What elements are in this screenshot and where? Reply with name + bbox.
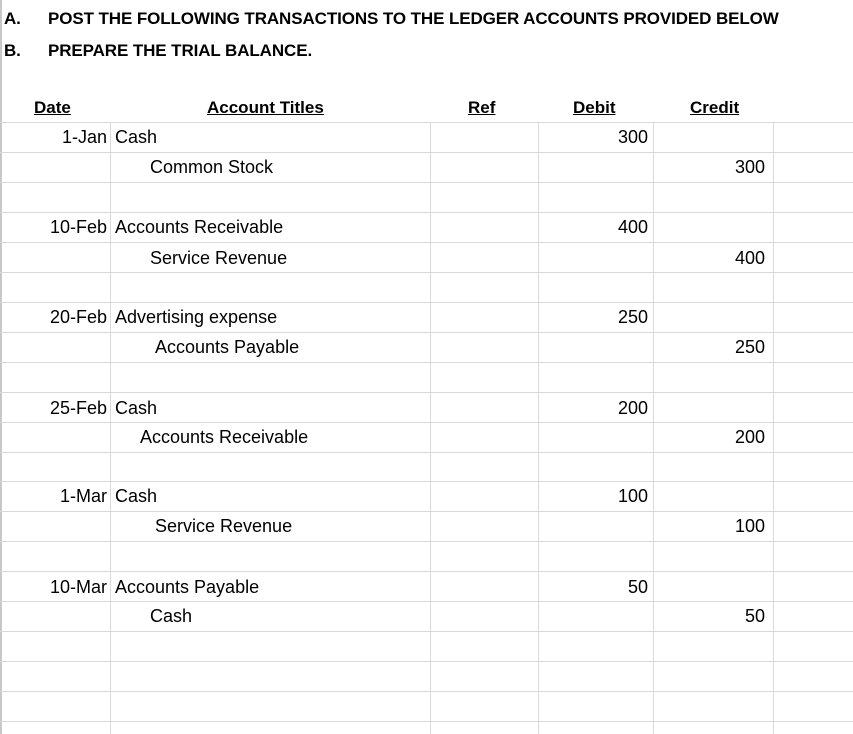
header-credit: Credit	[690, 98, 740, 117]
entry-date: 10-Mar	[49, 577, 107, 597]
entry-credit-account: Accounts Receivable	[140, 427, 309, 447]
grid-line	[0, 152, 853, 153]
grid-line	[0, 182, 853, 183]
grid-line	[0, 601, 853, 602]
entry-debit-amount: 100	[617, 486, 648, 506]
grid-line	[0, 392, 853, 393]
header-account-titles: Account Titles	[207, 98, 324, 117]
entry-date: 1-Mar	[59, 486, 107, 506]
entry-debit-account: Cash	[115, 398, 158, 418]
entry-credit-account: Cash	[150, 606, 193, 626]
entry-debit-amount: 400	[617, 217, 648, 237]
entry-date: 20-Feb	[49, 307, 107, 327]
entry-credit-account: Service Revenue	[150, 248, 288, 268]
entry-debit-amount: 250	[617, 307, 648, 327]
entry-debit-amount: 300	[617, 127, 648, 147]
header-date: Date	[34, 98, 71, 117]
grid-line	[0, 122, 853, 123]
grid-line	[0, 721, 853, 722]
grid-line	[0, 362, 853, 363]
entry-credit-amount: 200	[734, 427, 765, 447]
entry-credit-account: Common Stock	[150, 157, 274, 177]
grid-line	[0, 212, 853, 213]
grid-line	[0, 302, 853, 303]
grid-line	[430, 122, 431, 734]
entry-debit-account: Cash	[115, 486, 158, 506]
instruction-a-text: POST THE FOLLOWING TRANSACTIONS TO THE LEDGER ACCOUNTS PROVIDED BELOW	[48, 9, 779, 28]
entry-credit-account: Accounts Payable	[155, 337, 300, 357]
grid-line	[0, 481, 853, 482]
grid-line	[0, 541, 853, 542]
entry-debit-account: Cash	[115, 127, 158, 147]
grid-line	[653, 122, 654, 734]
header-ref: Ref	[468, 98, 496, 117]
grid-line	[0, 452, 853, 453]
entry-credit-amount: 400	[734, 248, 765, 268]
entry-debit-account: Advertising expense	[115, 307, 278, 327]
grid-line	[0, 272, 853, 273]
grid-line	[773, 122, 774, 734]
entry-credit-account: Service Revenue	[155, 516, 293, 536]
entry-credit-amount: 250	[734, 337, 765, 357]
entry-credit-amount: 300	[734, 157, 765, 177]
grid-line	[538, 122, 539, 734]
grid-line	[0, 691, 853, 692]
entry-credit-amount: 100	[734, 516, 765, 536]
entry-date: 1-Jan	[61, 127, 107, 147]
grid-line	[0, 661, 853, 662]
grid-line	[0, 511, 853, 512]
grid-line	[0, 332, 853, 333]
entry-debit-amount: 200	[617, 398, 648, 418]
instruction-b-letter: B.	[4, 41, 21, 60]
grid-line	[0, 571, 853, 572]
grid-line	[110, 122, 111, 734]
grid-line	[0, 242, 853, 243]
entry-date: 25-Feb	[49, 398, 107, 418]
grid-line	[0, 422, 853, 423]
entry-credit-amount: 50	[744, 606, 765, 626]
header-debit: Debit	[573, 98, 616, 117]
entry-date: 10-Feb	[49, 217, 107, 237]
entry-debit-amount: 50	[627, 577, 648, 597]
instruction-a-letter: A.	[4, 9, 21, 28]
entry-debit-account: Accounts Payable	[115, 577, 260, 597]
grid-line	[0, 631, 853, 632]
instruction-b-text: PREPARE THE TRIAL BALANCE.	[48, 41, 313, 60]
entry-debit-account: Accounts Receivable	[115, 217, 284, 237]
